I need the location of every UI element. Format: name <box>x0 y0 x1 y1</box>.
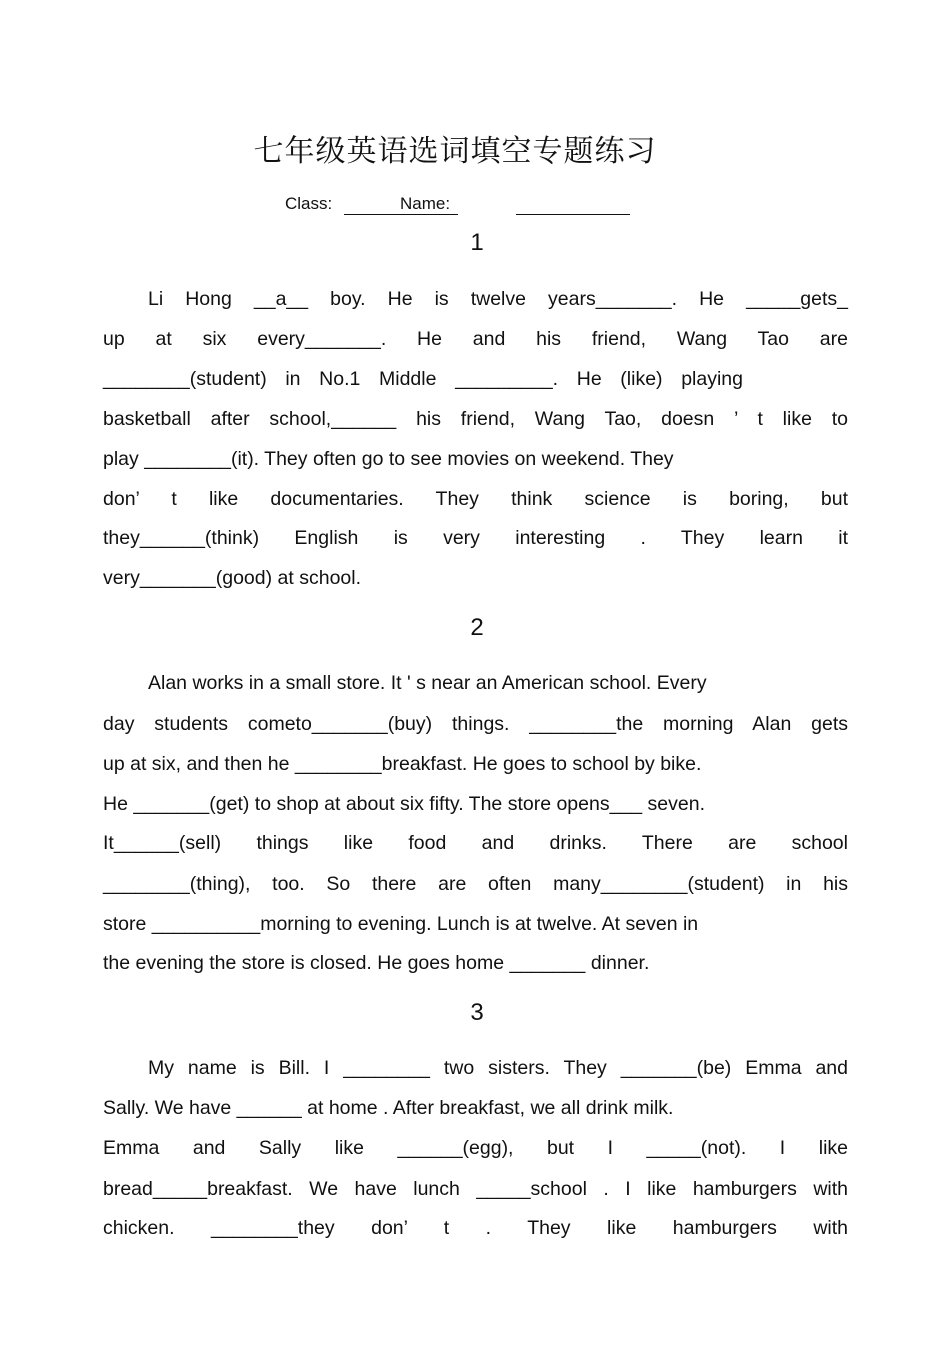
section-number: 3 <box>470 999 484 1026</box>
section-number: 1 <box>470 229 484 256</box>
name-label: Name: <box>400 194 451 213</box>
section-number: 2 <box>470 614 484 641</box>
class-blank[interactable] <box>344 214 458 215</box>
passage-line: basketball after school,______ his friend, Wang Tao, doesn ’ t like to <box>103 408 848 430</box>
passage-line: It______(sell) things like food and drinks. There are school <box>103 832 848 854</box>
passage-line: store __________morning to evening. Lunch is at twelve. At seven in <box>103 913 699 935</box>
passage-line: they______(think) English is very interesting . They learn it <box>103 527 848 549</box>
passage-line: Sally. We have ______ at home . After breakfast, we all drink milk. <box>103 1097 674 1119</box>
name-blank[interactable] <box>516 214 630 215</box>
passage-line: chicken. ________they don’ t . They like hamburgers with <box>103 1217 848 1239</box>
passage-line: day students cometo_______(buy) things. ________the morning Alan gets <box>103 713 848 735</box>
passage-line: My name is Bill. I ________ two sisters. They _______(be) Emma and <box>148 1057 848 1079</box>
passage-line: He _______(get) to shop at about six fifty. The store opens___ seven. <box>103 793 705 815</box>
passage-line: don’ t like documentaries. They think science is boring, but <box>103 488 848 510</box>
passage-line: up at six every_______. He and his friend, Wang Tao are <box>103 328 848 350</box>
passage-line: Alan works in a small store. It ' s near an American school. Every <box>148 672 707 694</box>
passage-line: play ________(it). They often go to see movies on weekend. They <box>103 448 674 470</box>
passage-line: ________(student) in No.1 Middle _________. He (like) playing <box>103 368 743 390</box>
page-title: 七年级英语选词填空专题练习 <box>253 134 657 169</box>
passage-line: ________(thing), too. So there are often many________(student) in his <box>103 873 848 895</box>
passage-line: up at six, and then he ________breakfast. He goes to school by bike. <box>103 753 702 775</box>
passage-line: Li Hong __a__ boy. He is twelve years_______. He _____gets_ <box>148 288 848 310</box>
passage-line: the evening the store is closed. He goes home _______ dinner. <box>103 952 650 974</box>
passage-line: bread_____breakfast. We have lunch _____school . I like hamburgers with <box>103 1178 848 1200</box>
class-label: Class: <box>285 194 333 213</box>
passage-line: Emma and Sally like ______(egg), but I _____(not). I like <box>103 1137 848 1159</box>
passage-line: very_______(good) at school. <box>103 567 362 589</box>
